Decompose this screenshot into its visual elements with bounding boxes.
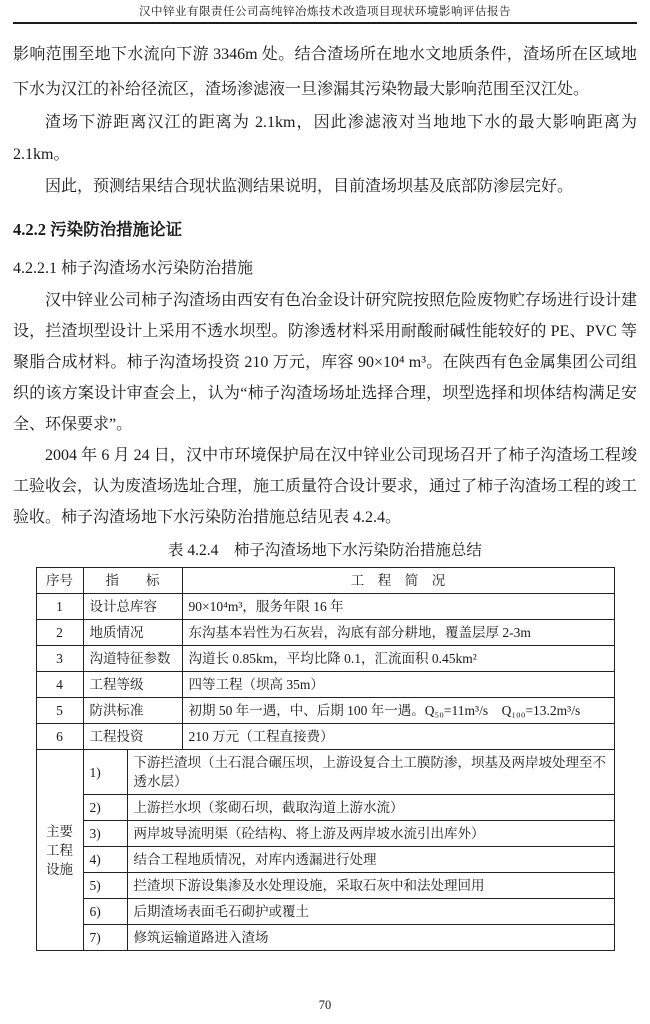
table-row: [36, 672, 614, 698]
facility-row: [36, 899, 614, 925]
indicator-cell: 工程投资: [83, 724, 182, 750]
row-number-cell: 6: [36, 724, 83, 750]
indicator-cell: 沟道特征参数: [83, 646, 182, 672]
facility-text-cell: 结合工程地质情况，对库内透漏进行处理: [127, 847, 614, 873]
table-row: [36, 698, 614, 724]
facility-number-cell: 6): [83, 899, 127, 925]
facility-text-cell: 上游拦水坝（浆砌石坝，截取沟道上游水流）: [127, 795, 614, 821]
row-number-cell: 1: [36, 594, 83, 620]
row-number-cell: 2: [36, 620, 83, 646]
table-row: [36, 594, 614, 620]
facility-row: [36, 750, 614, 795]
facility-row: [36, 821, 614, 847]
facility-number-cell: 4): [83, 847, 127, 873]
facility-number-cell: 1): [83, 750, 127, 795]
facility-number-cell: 5): [83, 873, 127, 899]
header-cell-indicator: 指 标: [83, 568, 182, 594]
page-number: 70: [318, 998, 332, 1012]
paragraph-conclusion: 因此，预测结果结合现状监测结果说明，目前渣场坝基及底部防渗层完好。: [45, 178, 574, 195]
table-caption: 表 4.2.4 柿子沟渣场地下水污染防治措施总结: [168, 542, 482, 559]
row-number-cell: 5: [36, 698, 83, 724]
paragraph-acceptance: 2004 年 6 月 24 日，汉中市环境保护局在汉中锌业公司现场召开了柿子沟渣场工程竣工验收会，认为废渣场选址合理，施工质量符合设计要求，通过了柿子沟渣场工程的竣工验收。柿子沟渣场地下水污染防治措施总结见表 4.2.4。: [13, 447, 638, 526]
indicator-cell: 防洪标准: [83, 698, 182, 724]
paragraph-continuation: 影响范围至地下水流向下游 3346m 处。结合渣场所在地水文地质条件，渣场所在区域地下水为汉江的补给径流区，渣场渗滤液一旦渗漏其污染物最大影响范围至汉江处。: [13, 46, 637, 98]
indicator-cell: 工程等级: [83, 672, 182, 698]
facility-text-cell: 下游拦渣坝（土石混合碾压坝，上游设复合土工膜防渗，坝基及两岸坡处理至不透水层）: [127, 750, 614, 795]
paragraph-design: 汉中锌业公司柿子沟渣场由西安有色冶金设计研究院按照危险废物贮存场进行设计建设，拦渣坝型设计上采用不透水坝型。防渗透材料采用耐酸耐碱性能较好的 PE、PVC 等聚脂合成材料。柿子沟渣场投资 210 万元，库容 90×10⁴ m³。在陕西有色金属集团公司组织的该方案设计审查会上，认为“柿子沟渣场场址选择合理，坝型选择和坝体结构满足安全、环保要求”。: [13, 292, 638, 433]
subsection-heading-4-2-2-1: 4.2.2.1 柿子沟渣场水污染防治措施: [13, 260, 254, 277]
facility-row: [36, 847, 614, 873]
summary-cell: 沟道长 0.85km，平均比降 0.1，汇流面积 0.45km²: [182, 646, 614, 672]
row-number-cell: 3: [36, 646, 83, 672]
facility-row: [36, 795, 614, 821]
header-cell-summary: 工 程 简 况: [182, 568, 614, 594]
facility-row: [36, 925, 614, 951]
indicator-cell: 设计总库容: [83, 594, 182, 620]
facility-text-cell: 后期渣场表面毛石砌护或覆土: [127, 899, 614, 925]
table-header-row: [36, 568, 614, 594]
table-row: [36, 620, 614, 646]
running-header: 汉中锌业有限责任公司高纯锌冶炼技术改造项目现状环境影响评估报告: [13, 0, 637, 24]
table-row: [36, 724, 614, 750]
facility-row: [36, 873, 614, 899]
facility-text-cell: 修筑运输道路进入渣场: [127, 925, 614, 951]
summary-cell: 初期 50 年一遇，中、后期 100 年一遇。Q₅₀=11m³/s Q₁₀₀=13.2m³/s: [182, 698, 614, 724]
facility-number-cell: 7): [83, 925, 127, 951]
indicator-cell: 地质情况: [83, 620, 182, 646]
summary-cell: 东沟基本岩性为石灰岩，沟底有部分耕地，覆盖层厚 2-3m: [182, 620, 614, 646]
facility-number-cell: 3): [83, 821, 127, 847]
header-cell-no: 序号: [36, 568, 83, 594]
facility-text-cell: 两岸坡导流明渠（砼结构、将上游及两岸坡水流引出库外）: [127, 821, 614, 847]
summary-cell: 210 万元（工程直接费）: [182, 724, 614, 750]
table-row: [36, 646, 614, 672]
summary-cell: 四等工程（坝高 35m）: [182, 672, 614, 698]
row-number-cell: 4: [36, 672, 83, 698]
paragraph-distance: 渣场下游距离汉江的距离为 2.1km，因此渗滤液对当地地下水的最大影响距离为 2.1km。: [13, 114, 637, 163]
summary-cell: 90×10⁴m³，服务年限 16 年: [182, 594, 614, 620]
facility-text-cell: 拦渣坝下游设集渗及水处理设施，采取石灰中和法处理回用: [127, 873, 614, 899]
section-heading-4-2-2: 4.2.2 污染防治措施论证: [13, 220, 183, 239]
facility-number-cell: 2): [83, 795, 127, 821]
measures-summary-table: [36, 567, 615, 951]
facilities-label-cell: 主要工程设施: [36, 750, 83, 951]
